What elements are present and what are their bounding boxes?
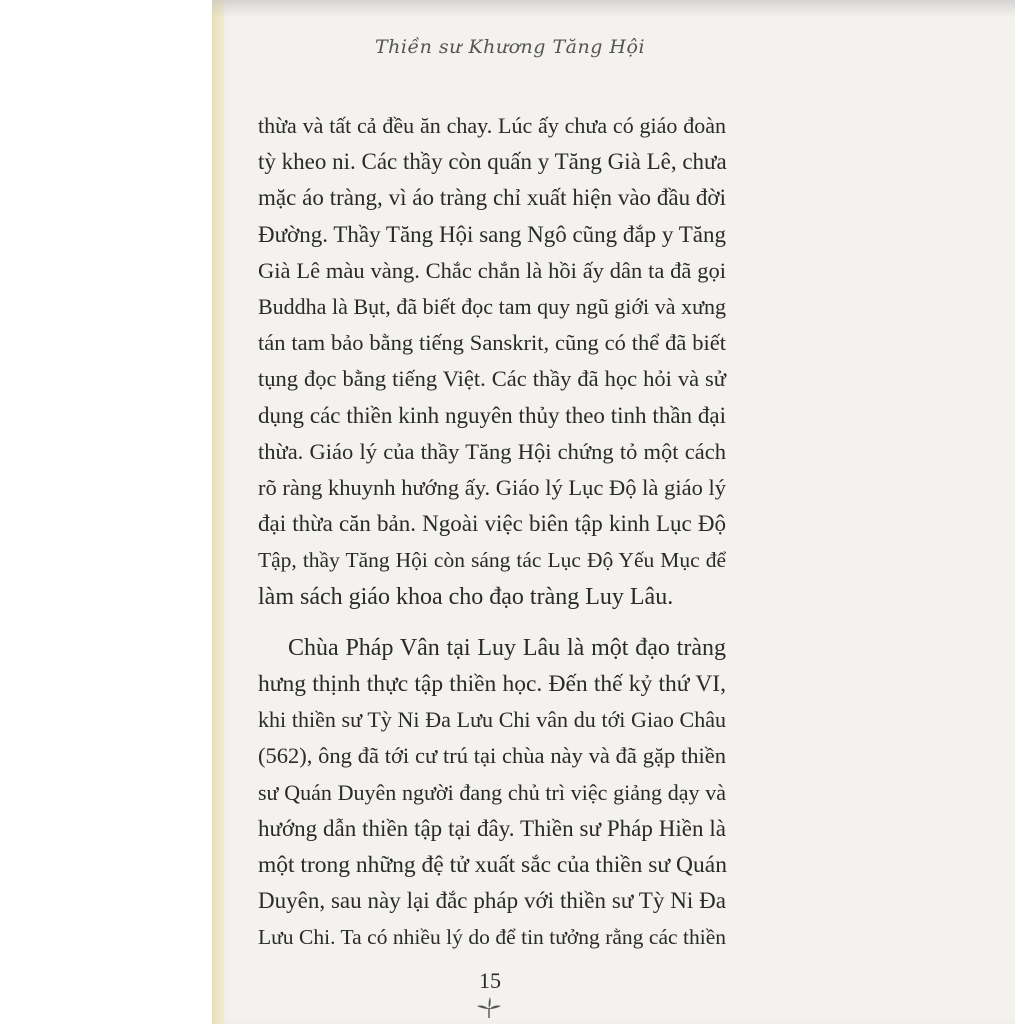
text-line: hưng thịnh thực tập thiền học. Đến thế kỷ thứ VI,: [258, 671, 726, 698]
text-line: (562), ông đã tới cư trú tại chùa này và đã gặp thiền: [258, 743, 726, 769]
bamboo-leaf-ornament-icon: [474, 996, 504, 1020]
text-line: Tập, thầy Tăng Hội còn sáng tác Lục Độ Yếu Mục để: [258, 548, 726, 573]
text-line: tụng đọc bằng tiếng Việt. Các thầy đã học hỏi và sử: [258, 366, 726, 392]
text-line: thừa. Giáo lý của thầy Tăng Hội chứng tỏ một cách: [258, 438, 726, 464]
book-spine: [212, 0, 224, 1024]
page-number: 15: [479, 968, 501, 993]
text-line: Duyên, sau này lại đắc pháp với thiền sư Tỳ Ni Đa: [258, 888, 726, 914]
text-line: Đường. Thầy Tăng Hội sang Ngô cũng đắp y Tăng: [258, 221, 726, 247]
text-line: hướng dẫn thiền tập tại đây. Thiền sư Pháp Hiền là: [258, 815, 726, 841]
text-line: sư Quán Duyên người đang chủ trì việc giảng dạy và: [258, 779, 726, 805]
text-line: Già Lê màu vàng. Chắc chắn là hồi ấy dân ta đã gọi: [258, 257, 726, 283]
text-line: mặc áo tràng, vì áo tràng chỉ xuất hiện vào đầu đời: [258, 185, 726, 211]
text-line: rõ ràng khuynh hướng ấy. Giáo lý Lục Độ là giáo lý: [258, 475, 726, 501]
text-line: khi thiền sư Tỳ Ni Đa Lưu Chi vân du tới Giao Châu: [258, 707, 726, 733]
text-line: dụng các thiền kinh nguyên thủy theo tinh thần đại: [258, 402, 726, 428]
running-head: Thiền sư Khương Tăng Hội: [374, 36, 646, 58]
text-line: Lưu Chi. Ta có nhiều lý do để tin tưởng rằng các thiền: [258, 925, 726, 950]
page-top-shadow: [212, 0, 1015, 18]
paragraph-1: [258, 108, 726, 615]
text-line: đại thừa căn bản. Ngoài việc biên tập kinh Lục Độ: [258, 511, 726, 537]
text-line: Buddha là Bụt, đã biết đọc tam quy ngũ giới và xưng: [258, 294, 726, 320]
text-line: tán tam bảo bằng tiếng Sanskrit, cũng có thể đã biết: [258, 330, 726, 356]
text-line: tỳ kheo ni. Các thầy còn quấn y Tăng Già Lê, chưa: [258, 149, 727, 175]
paragraph-gap: [258, 615, 726, 630]
text-line: làm sách giáo khoa cho đạo tràng Luy Lâu.: [258, 583, 674, 610]
body-text: [258, 108, 726, 956]
text-line: thừa và tất cả đều ăn chay. Lúc ấy chưa có giáo đoàn: [258, 113, 726, 138]
text-line: Chùa Pháp Vân tại Luy Lâu là một đạo tràng: [288, 634, 726, 661]
paragraph-2: [258, 630, 726, 956]
text-line: một trong những đệ tử xuất sắc của thiền sư Quán: [258, 852, 727, 879]
